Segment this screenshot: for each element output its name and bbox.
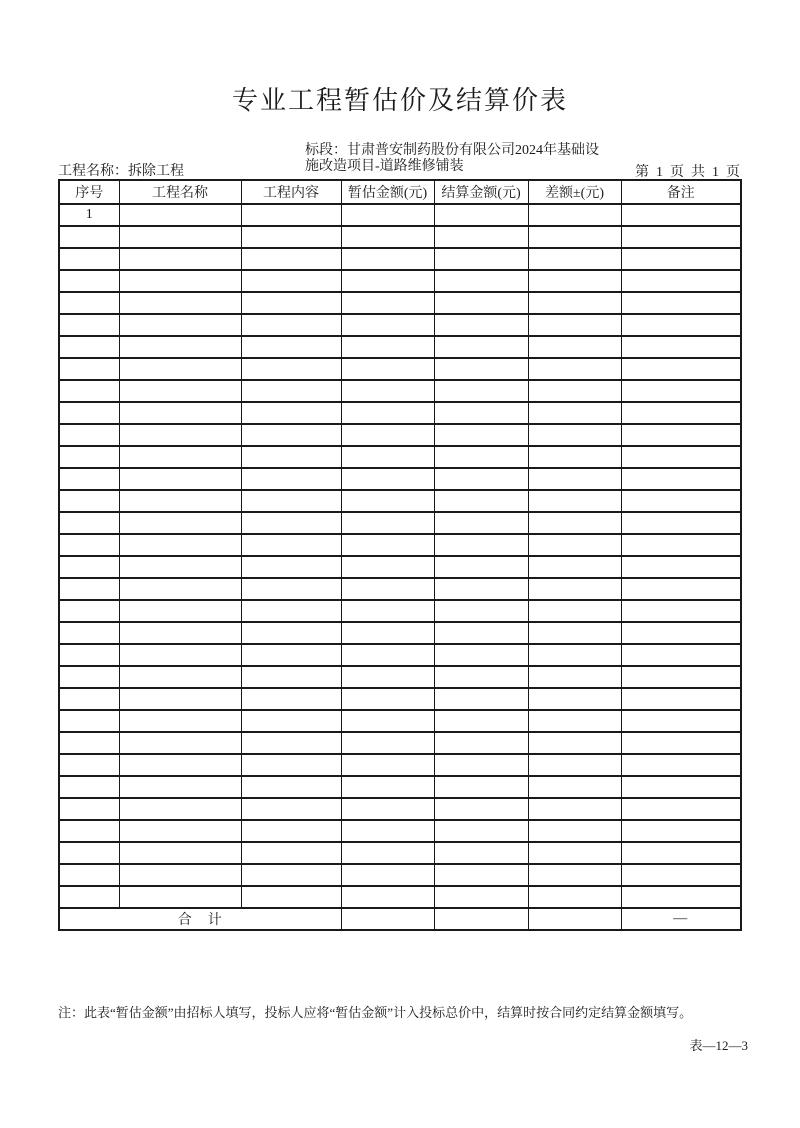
table-cell <box>621 204 741 226</box>
table-cell <box>528 732 621 754</box>
table-cell <box>119 798 241 820</box>
table-cell <box>59 424 119 446</box>
table-cell <box>341 380 434 402</box>
table-cell <box>341 556 434 578</box>
table-cell <box>59 292 119 314</box>
table-cell <box>341 600 434 622</box>
table-cell <box>119 710 241 732</box>
table-cell <box>241 600 341 622</box>
table-cell <box>528 644 621 666</box>
table-cell <box>434 622 528 644</box>
table-cell <box>119 666 241 688</box>
section-label-line1: 标段：甘肃普安制药股份有限公司2024年基础设 <box>305 143 599 158</box>
table-cell <box>119 226 241 248</box>
table-cell <box>621 556 741 578</box>
table-cell <box>528 468 621 490</box>
table-cell <box>241 446 341 468</box>
total-difference-cell <box>528 908 621 930</box>
footnote: 注：此表“暂估金额”由招标人填写，投标人应将“暂估金额”计入投标总价中，结算时按合同约定结算金额填写。 <box>58 1005 693 1020</box>
table-cell <box>341 842 434 864</box>
table-cell <box>59 820 119 842</box>
table-cell <box>434 732 528 754</box>
table-cell <box>341 204 434 226</box>
table-cell <box>434 512 528 534</box>
column-header-difference: 差额±(元) <box>528 180 621 204</box>
table-cell <box>621 336 741 358</box>
column-header-estimated: 暂估金额(元) <box>341 180 434 204</box>
column-header-seq: 序号 <box>59 180 119 204</box>
table-row <box>59 622 741 644</box>
table-row <box>59 732 741 754</box>
table-row <box>59 842 741 864</box>
table-cell <box>528 270 621 292</box>
table-cell <box>528 666 621 688</box>
table-cell <box>528 798 621 820</box>
table-cell <box>119 864 241 886</box>
table-cell <box>59 226 119 248</box>
table-row <box>59 688 741 710</box>
table-cell <box>119 820 241 842</box>
column-header-name: 工程名称 <box>119 180 241 204</box>
table-row <box>59 776 741 798</box>
table-cell <box>621 754 741 776</box>
table-cell <box>528 754 621 776</box>
table-cell <box>241 842 341 864</box>
table-cell <box>621 270 741 292</box>
table-cell <box>241 644 341 666</box>
table-row <box>59 754 741 776</box>
table-cell <box>528 204 621 226</box>
table-cell <box>528 864 621 886</box>
table-cell <box>434 468 528 490</box>
table-cell <box>434 842 528 864</box>
table-cell <box>59 512 119 534</box>
table-cell <box>59 798 119 820</box>
table-cell <box>434 864 528 886</box>
table-cell <box>341 732 434 754</box>
table-cell <box>341 314 434 336</box>
table-cell <box>434 226 528 248</box>
table-cell <box>59 600 119 622</box>
table-cell <box>119 204 241 226</box>
table-row <box>59 226 741 248</box>
table-cell <box>621 688 741 710</box>
table-header-row <box>59 180 741 204</box>
table-cell <box>434 710 528 732</box>
table-cell <box>434 490 528 512</box>
table-cell <box>241 886 341 908</box>
table-cell <box>59 776 119 798</box>
table-row <box>59 336 741 358</box>
table-row <box>59 534 741 556</box>
table-cell <box>621 578 741 600</box>
table-cell <box>621 424 741 446</box>
table-cell <box>434 336 528 358</box>
table-cell <box>621 358 741 380</box>
table-cell: 1 <box>59 204 119 226</box>
table-cell <box>434 358 528 380</box>
table-cell <box>119 468 241 490</box>
table-cell <box>119 358 241 380</box>
table-cell <box>434 886 528 908</box>
table-cell <box>528 402 621 424</box>
table-cell <box>528 820 621 842</box>
table-cell <box>241 292 341 314</box>
page-number-info: 第 1 页 共 1 页 <box>635 165 740 180</box>
table-row <box>59 886 741 908</box>
table-cell <box>341 798 434 820</box>
table-cell <box>241 490 341 512</box>
total-estimated-cell <box>341 908 434 930</box>
table-row <box>59 248 741 270</box>
table-cell <box>621 490 741 512</box>
table-row <box>59 402 741 424</box>
table-cell <box>241 402 341 424</box>
table-cell <box>434 270 528 292</box>
table-body <box>59 204 741 908</box>
table-cell <box>621 798 741 820</box>
table-row <box>59 600 741 622</box>
table-cell <box>434 600 528 622</box>
table-cell <box>341 776 434 798</box>
section-label-line2: 施改造项目-道路维修铺装 <box>305 159 464 174</box>
table-row <box>59 314 741 336</box>
table-cell <box>59 248 119 270</box>
table-row <box>59 468 741 490</box>
table-cell <box>341 446 434 468</box>
table-cell <box>341 424 434 446</box>
table-cell <box>341 490 434 512</box>
table-cell <box>119 644 241 666</box>
table-cell <box>528 688 621 710</box>
table-cell <box>59 864 119 886</box>
table-cell <box>119 490 241 512</box>
table-cell <box>528 490 621 512</box>
table-cell <box>434 314 528 336</box>
table-cell <box>434 556 528 578</box>
table-cell <box>119 314 241 336</box>
table-cell <box>528 600 621 622</box>
table-cell <box>241 468 341 490</box>
table-cell <box>241 622 341 644</box>
table-cell <box>59 402 119 424</box>
table-cell <box>119 424 241 446</box>
table-cell <box>59 666 119 688</box>
total-label-cell: 合 计 <box>59 908 341 930</box>
table-cell <box>59 842 119 864</box>
table-cell <box>119 446 241 468</box>
table-cell <box>59 358 119 380</box>
table-cell <box>59 754 119 776</box>
table-cell <box>241 666 341 688</box>
table-cell <box>528 556 621 578</box>
table-cell <box>241 358 341 380</box>
table-cell <box>621 226 741 248</box>
table-cell <box>621 644 741 666</box>
table-footer <box>59 908 741 930</box>
table-cell <box>341 886 434 908</box>
table-row <box>59 446 741 468</box>
table-cell <box>434 446 528 468</box>
table-cell <box>59 270 119 292</box>
table-cell <box>59 446 119 468</box>
table-cell <box>119 842 241 864</box>
table-cell <box>241 380 341 402</box>
table-cell <box>241 314 341 336</box>
page-title: 专业工程暂估价及结算价表 <box>231 86 568 115</box>
table-cell <box>241 864 341 886</box>
table-cell <box>621 512 741 534</box>
table-cell <box>528 314 621 336</box>
table-cell <box>59 644 119 666</box>
table-row <box>59 270 741 292</box>
table-cell <box>119 512 241 534</box>
table-cell <box>528 842 621 864</box>
table-cell <box>119 270 241 292</box>
table-cell <box>434 534 528 556</box>
table-cell <box>241 776 341 798</box>
table-cell <box>241 270 341 292</box>
table-cell <box>528 446 621 468</box>
table-cell <box>341 754 434 776</box>
table-cell <box>59 336 119 358</box>
table-cell <box>241 534 341 556</box>
table-cell <box>341 512 434 534</box>
table-cell <box>59 468 119 490</box>
table-cell <box>528 578 621 600</box>
table-cell <box>528 358 621 380</box>
total-remark-cell: — <box>621 908 741 930</box>
table-cell <box>241 710 341 732</box>
table-cell <box>59 380 119 402</box>
table-cell <box>241 512 341 534</box>
table-cell <box>621 820 741 842</box>
table-cell <box>621 314 741 336</box>
table-row <box>59 358 741 380</box>
table-cell <box>119 776 241 798</box>
table-cell <box>241 754 341 776</box>
table-cell <box>621 534 741 556</box>
table-cell <box>621 864 741 886</box>
table-cell <box>241 578 341 600</box>
table-cell <box>119 534 241 556</box>
table-cell <box>119 754 241 776</box>
table-cell <box>119 380 241 402</box>
table-cell <box>341 710 434 732</box>
table-cell <box>621 468 741 490</box>
table-cell <box>341 644 434 666</box>
table-cell <box>341 820 434 842</box>
table-cell <box>434 292 528 314</box>
table-cell <box>528 534 621 556</box>
table-cell <box>528 226 621 248</box>
provisional-price-table <box>58 179 742 931</box>
table-cell <box>59 578 119 600</box>
table-row <box>59 644 741 666</box>
table-row <box>59 512 741 534</box>
total-row <box>59 908 741 930</box>
table-cell <box>341 622 434 644</box>
table-cell <box>241 556 341 578</box>
table-cell <box>528 248 621 270</box>
table-header <box>59 180 741 204</box>
table-cell <box>434 424 528 446</box>
table-cell <box>621 402 741 424</box>
table-row <box>59 666 741 688</box>
table-row <box>59 820 741 842</box>
table-cell <box>434 380 528 402</box>
section-label <box>305 143 599 175</box>
table-cell <box>241 424 341 446</box>
table-cell <box>241 248 341 270</box>
table-cell <box>434 578 528 600</box>
table-cell <box>341 468 434 490</box>
table-cell <box>119 600 241 622</box>
table-cell <box>434 204 528 226</box>
table-cell <box>59 688 119 710</box>
table-cell <box>59 732 119 754</box>
table-row <box>59 798 741 820</box>
table-cell <box>528 424 621 446</box>
table-cell <box>241 688 341 710</box>
table-cell <box>119 336 241 358</box>
table-cell <box>59 622 119 644</box>
table-cell <box>621 622 741 644</box>
table-cell <box>119 556 241 578</box>
table-cell <box>341 578 434 600</box>
table-cell <box>341 688 434 710</box>
table-cell <box>341 358 434 380</box>
table-cell <box>528 512 621 534</box>
table-cell <box>59 886 119 908</box>
table-cell <box>341 534 434 556</box>
table-cell <box>528 886 621 908</box>
table-cell <box>241 732 341 754</box>
table-cell <box>621 776 741 798</box>
table-cell <box>621 842 741 864</box>
table-cell <box>119 402 241 424</box>
table-row <box>59 578 741 600</box>
table-row <box>59 490 741 512</box>
table-cell <box>341 226 434 248</box>
total-settlement-cell <box>434 908 528 930</box>
table-cell <box>434 754 528 776</box>
table-cell <box>434 402 528 424</box>
table-cell <box>434 820 528 842</box>
table-cell <box>434 248 528 270</box>
table-cell <box>119 622 241 644</box>
table-cell <box>341 292 434 314</box>
table-cell <box>621 886 741 908</box>
table-cell <box>241 336 341 358</box>
table-cell <box>434 644 528 666</box>
table-cell <box>621 732 741 754</box>
table-cell <box>241 820 341 842</box>
table-cell <box>59 534 119 556</box>
table-cell <box>341 864 434 886</box>
table-cell <box>341 270 434 292</box>
table-cell <box>621 446 741 468</box>
table-row <box>59 292 741 314</box>
table-cell <box>241 798 341 820</box>
table-cell <box>119 688 241 710</box>
column-header-settlement: 结算金额(元) <box>434 180 528 204</box>
table-cell <box>341 248 434 270</box>
table-cell <box>528 292 621 314</box>
table-cell <box>434 798 528 820</box>
table-cell <box>119 292 241 314</box>
column-header-remark: 备注 <box>621 180 741 204</box>
table-cell <box>528 776 621 798</box>
table-cell <box>241 204 341 226</box>
table-cell <box>528 336 621 358</box>
form-number: 表—12—3 <box>689 1038 748 1053</box>
table-cell <box>59 710 119 732</box>
table-cell <box>434 666 528 688</box>
table-cell <box>341 336 434 358</box>
table-cell <box>621 380 741 402</box>
table-row <box>59 864 741 886</box>
table-cell <box>241 226 341 248</box>
table-cell <box>341 666 434 688</box>
table-row <box>59 710 741 732</box>
table-row <box>59 556 741 578</box>
table-cell <box>528 622 621 644</box>
table-cell <box>59 314 119 336</box>
project-name-label: 工程名称：拆除工程 <box>58 164 184 179</box>
table-cell <box>119 578 241 600</box>
table-cell <box>621 248 741 270</box>
table-cell <box>59 490 119 512</box>
table-cell <box>341 402 434 424</box>
table-cell <box>528 710 621 732</box>
table-row <box>59 424 741 446</box>
table-cell <box>119 248 241 270</box>
table-cell <box>621 710 741 732</box>
table-cell <box>621 292 741 314</box>
table-cell <box>434 776 528 798</box>
table-row <box>59 380 741 402</box>
table-cell <box>59 556 119 578</box>
table-cell <box>119 732 241 754</box>
table-cell <box>119 886 241 908</box>
table-cell <box>434 688 528 710</box>
table-cell <box>621 600 741 622</box>
column-header-content: 工程内容 <box>241 180 341 204</box>
table-cell <box>528 380 621 402</box>
table-cell <box>621 666 741 688</box>
table-row <box>59 204 741 226</box>
